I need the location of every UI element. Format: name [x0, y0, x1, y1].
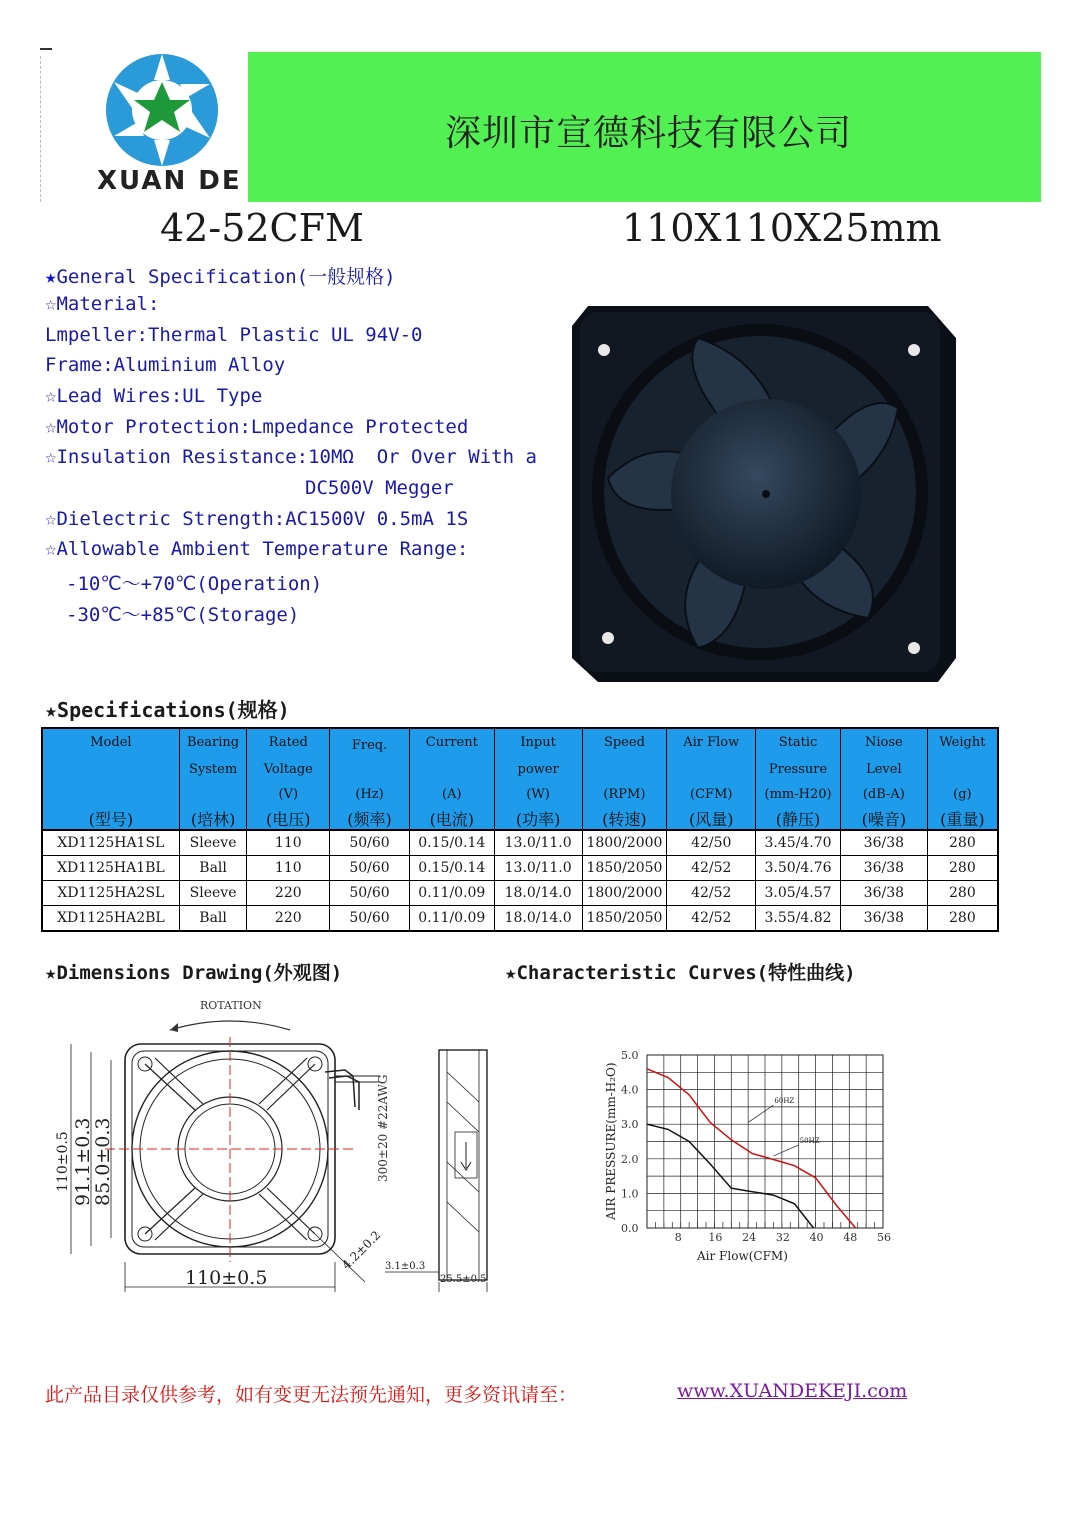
star-outline-icon: ☆	[45, 293, 57, 315]
series-label-50HZ: 50HZ	[799, 1136, 820, 1145]
spec-impeller: Lmpeller:Thermal Plastic UL 94V-0	[45, 324, 423, 346]
table-cell: XD1125HA1BL	[42, 856, 179, 881]
spec-motor: ☆Motor Protection:Lmpedance Protected	[45, 416, 469, 438]
table-cell: 1850/2050	[582, 906, 667, 932]
spec-ambient: ☆Allowable Ambient Temperature Range:	[45, 538, 469, 560]
y-tick-label: 3.0	[621, 1118, 639, 1132]
star-outline-icon: ☆	[45, 385, 57, 407]
depth-dim-1: 3.1±0.3	[385, 1261, 426, 1272]
chart-series	[647, 1069, 856, 1228]
y-tick-label: 2.0	[621, 1152, 639, 1166]
chart-grid	[647, 1055, 883, 1228]
y-tick-label: 0.0	[621, 1222, 639, 1235]
star-outline-icon: ☆	[45, 538, 57, 560]
table-cell: 3.05/4.57	[756, 881, 841, 906]
table-cell: 36/38	[840, 906, 927, 932]
table-row	[42, 906, 998, 932]
spec-lead-wires: ☆Lead Wires:UL Type	[45, 385, 263, 407]
series-leader	[748, 1105, 773, 1122]
spec-insulation-2: DC500V Megger	[305, 477, 454, 499]
size-title: 110X110X25mm	[622, 206, 942, 250]
table-cell: 18.0/14.0	[494, 906, 582, 932]
table-header-cell: Niose Level (dB-A) (噪音)	[840, 728, 927, 830]
dimensions-drawing	[45, 992, 505, 1302]
spec-operation: -10℃～+70℃(Operation)	[66, 573, 323, 595]
table-row	[42, 830, 998, 856]
dim-91: 91.1±0.3	[72, 1117, 94, 1206]
table-cell: 42/52	[667, 856, 756, 881]
table-cell: 50/60	[330, 830, 410, 856]
table-header-cell: Speed (RPM) (转速)	[582, 728, 667, 830]
footer-note: 此产品目录仅供参考，如有变更无法预先通知，更多资讯请至：	[45, 1384, 578, 1406]
table-cell: XD1125HA2SL	[42, 881, 179, 906]
table-header-cell: Static Pressure (mm-H20) (静压)	[756, 728, 841, 830]
spec-material: ☆Material:	[45, 293, 160, 315]
table-header-cell: Weight (g) (重量)	[927, 728, 998, 830]
spec-table	[41, 727, 999, 932]
header-rule	[40, 48, 52, 50]
table-header-cell: Bearing System (培林)	[179, 728, 247, 830]
table-cell: 110	[247, 856, 330, 881]
table-cell: 18.0/14.0	[494, 881, 582, 906]
star-filled-icon: ★	[45, 266, 57, 288]
table-cell: 1850/2050	[582, 856, 667, 881]
table-cell: 1800/2000	[582, 881, 667, 906]
table-row	[42, 881, 998, 906]
table-cell: 0.15/0.14	[409, 856, 494, 881]
y-tick-label: 5.0	[621, 1049, 639, 1062]
series-line-60HZ	[647, 1069, 856, 1228]
hole-dim: 4.2±0.2	[339, 1228, 384, 1273]
x-tick-label: 32	[775, 1231, 790, 1244]
table-header-cell: Current (A) (电流)	[409, 728, 494, 830]
table-row	[42, 856, 998, 881]
table-cell: Ball	[179, 906, 247, 932]
table-cell: 280	[927, 906, 998, 932]
characteristic-chart	[595, 1040, 905, 1270]
table-cell: 280	[927, 830, 998, 856]
table-cell: 36/38	[840, 856, 927, 881]
table-cell: 0.15/0.14	[409, 830, 494, 856]
table-cell: 0.11/0.09	[409, 906, 494, 932]
table-cell: 50/60	[330, 881, 410, 906]
table-cell: Sleeve	[179, 830, 247, 856]
table-cell: 36/38	[840, 830, 927, 856]
xuande-logo-icon	[100, 50, 224, 170]
star-filled-icon: ★	[45, 698, 58, 722]
table-header-row	[42, 728, 998, 830]
table-cell: 36/38	[840, 881, 927, 906]
table-header-cell: Air Flow (CFM) (风量)	[667, 728, 756, 830]
table-cell: 220	[247, 881, 330, 906]
dimensions-heading: ★Dimensions Drawing(外观图)	[45, 962, 343, 984]
table-cell: Ball	[179, 856, 247, 881]
table-cell: 220	[247, 906, 330, 932]
logo-text: XUAN DE	[97, 166, 242, 196]
table-cell: 3.50/4.76	[756, 856, 841, 881]
table-header-cell: Rated Voltage (V) (电压)	[247, 728, 330, 830]
spec-storage: -30℃～+85℃(Storage)	[66, 604, 300, 626]
depth-dim-2: 25.5±0.5	[440, 1274, 487, 1285]
chart-y-ticks	[621, 1049, 639, 1235]
table-cell: 3.55/4.82	[756, 906, 841, 932]
table-cell: 3.45/4.70	[756, 830, 841, 856]
x-tick-label: 16	[708, 1231, 723, 1244]
x-tick-label: 8	[674, 1231, 682, 1244]
table-header-cell: Freq. (Hz) (频率)	[330, 728, 410, 830]
table-cell: 50/60	[330, 906, 410, 932]
table-cell: 13.0/11.0	[494, 856, 582, 881]
table-cell: XD1125HA1SL	[42, 830, 179, 856]
spec-insulation: ☆Insulation Resistance:10MΩ Or Over With a	[45, 446, 537, 468]
general-spec-heading: ★General Specification(一般规格)	[45, 266, 396, 288]
dim-110-vertical: 110±0.5	[55, 1131, 71, 1192]
wire-label: 300±20 #22AWG	[376, 1074, 390, 1182]
table-cell: 13.0/11.0	[494, 830, 582, 856]
series-leader	[773, 1145, 798, 1156]
website-link[interactable]: www.XUANDEKEJI.com	[677, 1380, 908, 1402]
star-outline-icon: ☆	[45, 446, 57, 468]
table-cell: 1800/2000	[582, 830, 667, 856]
table-cell: 280	[927, 881, 998, 906]
dim-85: 85.0±0.3	[92, 1117, 114, 1206]
x-tick-label: 56	[877, 1231, 891, 1244]
fan-photo	[568, 298, 958, 690]
rotation-arrow-icon	[170, 1021, 290, 1030]
y-tick-label: 1.0	[621, 1187, 639, 1201]
y-tick-label: 4.0	[621, 1083, 639, 1097]
company-name: 深圳市宣德科技有限公司	[445, 113, 853, 154]
specifications-heading: ★Specifications(规格)	[45, 698, 290, 722]
star-outline-icon: ☆	[45, 508, 57, 530]
table-cell: XD1125HA2BL	[42, 906, 179, 932]
table-cell: 280	[927, 856, 998, 881]
star-filled-icon: ★	[505, 962, 517, 984]
spec-frame: Frame:Aluminium Alloy	[45, 354, 286, 376]
table-cell: 50/60	[330, 856, 410, 881]
table-cell: 42/52	[667, 881, 756, 906]
series-label-60HZ: 60HZ	[774, 1097, 795, 1106]
dim-110: 110±0.5	[185, 1267, 268, 1289]
table-cell: 0.11/0.09	[409, 881, 494, 906]
chart-x-label: Air Flow(CFM)	[697, 1249, 788, 1263]
curves-heading: ★Characteristic Curves(特性曲线)	[505, 962, 856, 984]
table-cell: 42/50	[667, 830, 756, 856]
star-filled-icon: ★	[45, 962, 57, 984]
table-cell: 42/52	[667, 906, 756, 932]
table-cell: 110	[247, 830, 330, 856]
table-cell: Sleeve	[179, 881, 247, 906]
header-side-rule	[40, 56, 42, 202]
spec-dielectric: ☆Dielectric Strength:AC1500V 0.5mA 1S	[45, 508, 469, 530]
x-tick-label: 48	[843, 1231, 858, 1244]
table-header-cell: Input power (W) (功率)	[494, 728, 582, 830]
rotation-label: ROTATION	[200, 999, 262, 1012]
chart-y-label: AIR PRESSURE(mm-H₂O)	[604, 1062, 618, 1220]
chart-x-ticks	[675, 1231, 891, 1244]
x-tick-label: 24	[742, 1231, 757, 1244]
airflow-title: 42-52CFM	[160, 206, 364, 250]
star-outline-icon: ☆	[45, 416, 57, 438]
x-tick-label: 40	[809, 1231, 824, 1244]
table-header-cell: Model (型号)	[42, 728, 179, 830]
